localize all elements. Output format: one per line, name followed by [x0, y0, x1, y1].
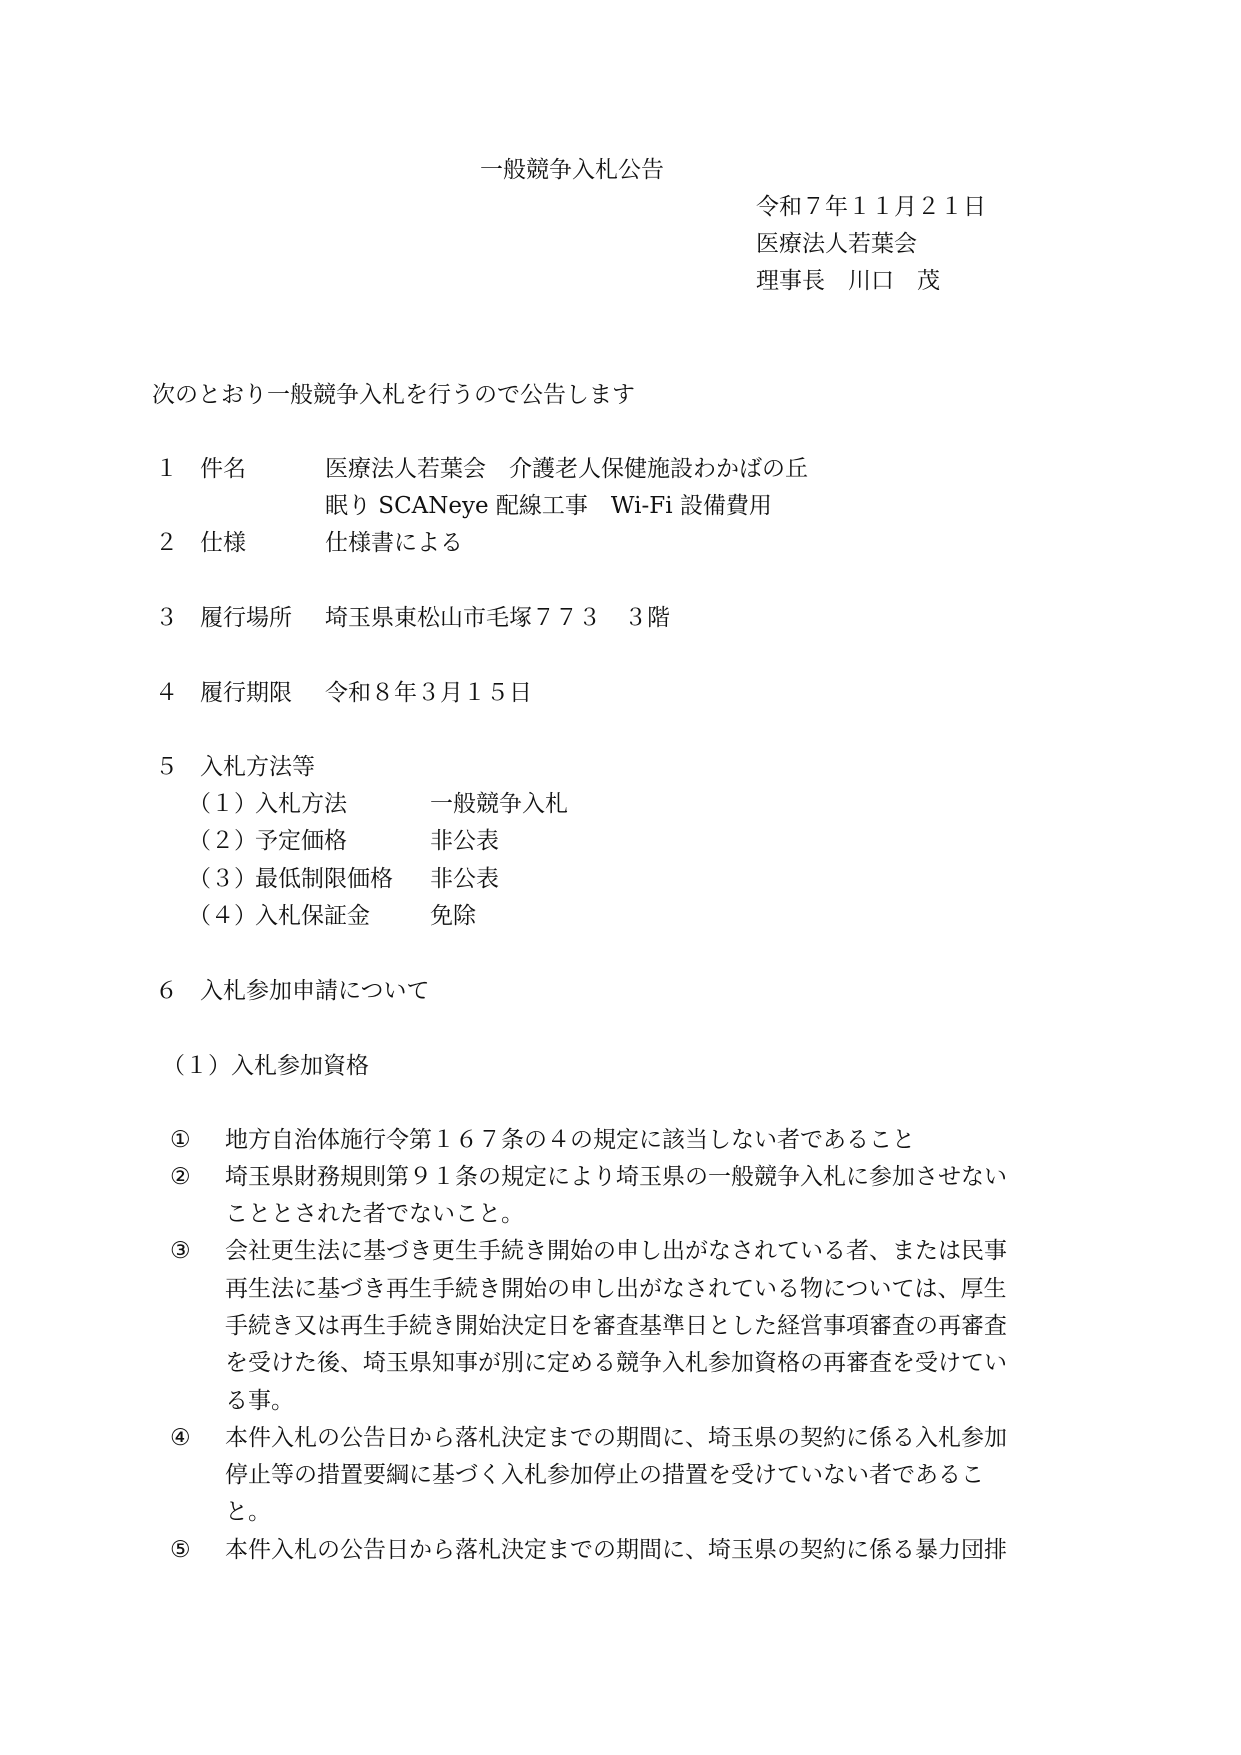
bid-item-number: （１） [188, 791, 257, 817]
section-number: ３ [155, 605, 178, 631]
section-number: ６ [155, 978, 178, 1004]
notice-date: 令和７年１１月２１日 [756, 194, 986, 220]
condition-line: 手続き又は再生手続き開始決定日を審査基準日とした経営事項審査の再審査 [225, 1313, 1007, 1339]
section-number: ４ [155, 680, 178, 706]
chairman-name: 理事長 川口 茂 [756, 268, 940, 294]
condition-number: ② [170, 1164, 191, 1190]
qualification-heading: （１）入札参加資格 [162, 1053, 369, 1079]
condition-number: ① [170, 1127, 191, 1153]
bid-item-value: 免除 [430, 903, 476, 929]
section-label-location: 履行場所 [200, 605, 292, 631]
section-number: ５ [155, 754, 178, 780]
condition-line: る事。 [225, 1388, 294, 1414]
condition-line: と。 [225, 1499, 271, 1525]
bid-item-label: 予定価格 [255, 828, 347, 854]
condition-line: を受けた後、埼玉県知事が別に定める競争入札参加資格の再審査を受けてい [225, 1350, 1007, 1376]
subject-value-line2: 眠り SCANeye 配線工事 Wi-Fi 設備費用 [325, 493, 772, 519]
organization-name: 医療法人若葉会 [756, 231, 917, 257]
deadline-value: 令和８年３月１５日 [325, 680, 532, 706]
condition-number: ④ [170, 1425, 191, 1451]
condition-line: 再生法に基づき再生手続き開始の申し出がなされている物については、厚生 [225, 1276, 1007, 1302]
condition-number: ③ [170, 1238, 191, 1264]
bid-item-number: （２） [188, 828, 257, 854]
condition-line: 埼玉県財務規則第９１条の規定により埼玉県の一般競争入札に参加させない [225, 1164, 1007, 1190]
condition-line: 地方自治体施行令第１６７条の４の規定に該当しない者であること [225, 1127, 915, 1153]
condition-line: 本件入札の公告日から落札決定までの期間に、埼玉県の契約に係る暴力団排 [225, 1537, 1007, 1563]
spec-value: 仕様書による [325, 530, 463, 556]
condition-line: こととされた者でないこと。 [225, 1201, 524, 1227]
document-title: 一般競争入札公告 [480, 157, 664, 183]
section-label-deadline: 履行期限 [200, 680, 292, 706]
bid-item-label: 入札方法 [255, 791, 347, 817]
location-value: 埼玉県東松山市毛塚７７３ ３階 [325, 605, 670, 631]
bid-item-value: 一般競争入札 [430, 791, 568, 817]
intro-text: 次のとおり一般競争入札を行うので公告します [152, 382, 635, 408]
subject-value-line1: 医療法人若葉会 介護老人保健施設わかばの丘 [325, 456, 808, 482]
section-label-bid-method: 入札方法等 [200, 754, 315, 780]
bid-item-value: 非公表 [430, 866, 499, 892]
condition-line: 本件入札の公告日から落札決定までの期間に、埼玉県の契約に係る入札参加 [225, 1425, 1007, 1451]
bid-item-number: （４） [188, 903, 257, 929]
section-label-subject: 件名 [200, 456, 246, 482]
bid-item-label: 最低制限価格 [255, 866, 393, 892]
section-number: １ [155, 456, 178, 482]
section-label-application: 入札参加申請について [200, 978, 430, 1004]
condition-line: 停止等の措置要綱に基づく入札参加停止の措置を受けていない者であるこ [225, 1462, 984, 1488]
bid-item-number: （３） [188, 866, 257, 892]
bid-item-label: 入札保証金 [255, 903, 370, 929]
section-number: ２ [155, 530, 178, 556]
section-label-spec: 仕様 [200, 530, 246, 556]
condition-line: 会社更生法に基づき更生手続き開始の申し出がなされている者、または民事 [225, 1238, 1007, 1264]
bid-item-value: 非公表 [430, 828, 499, 854]
condition-number: ⑤ [170, 1537, 191, 1563]
